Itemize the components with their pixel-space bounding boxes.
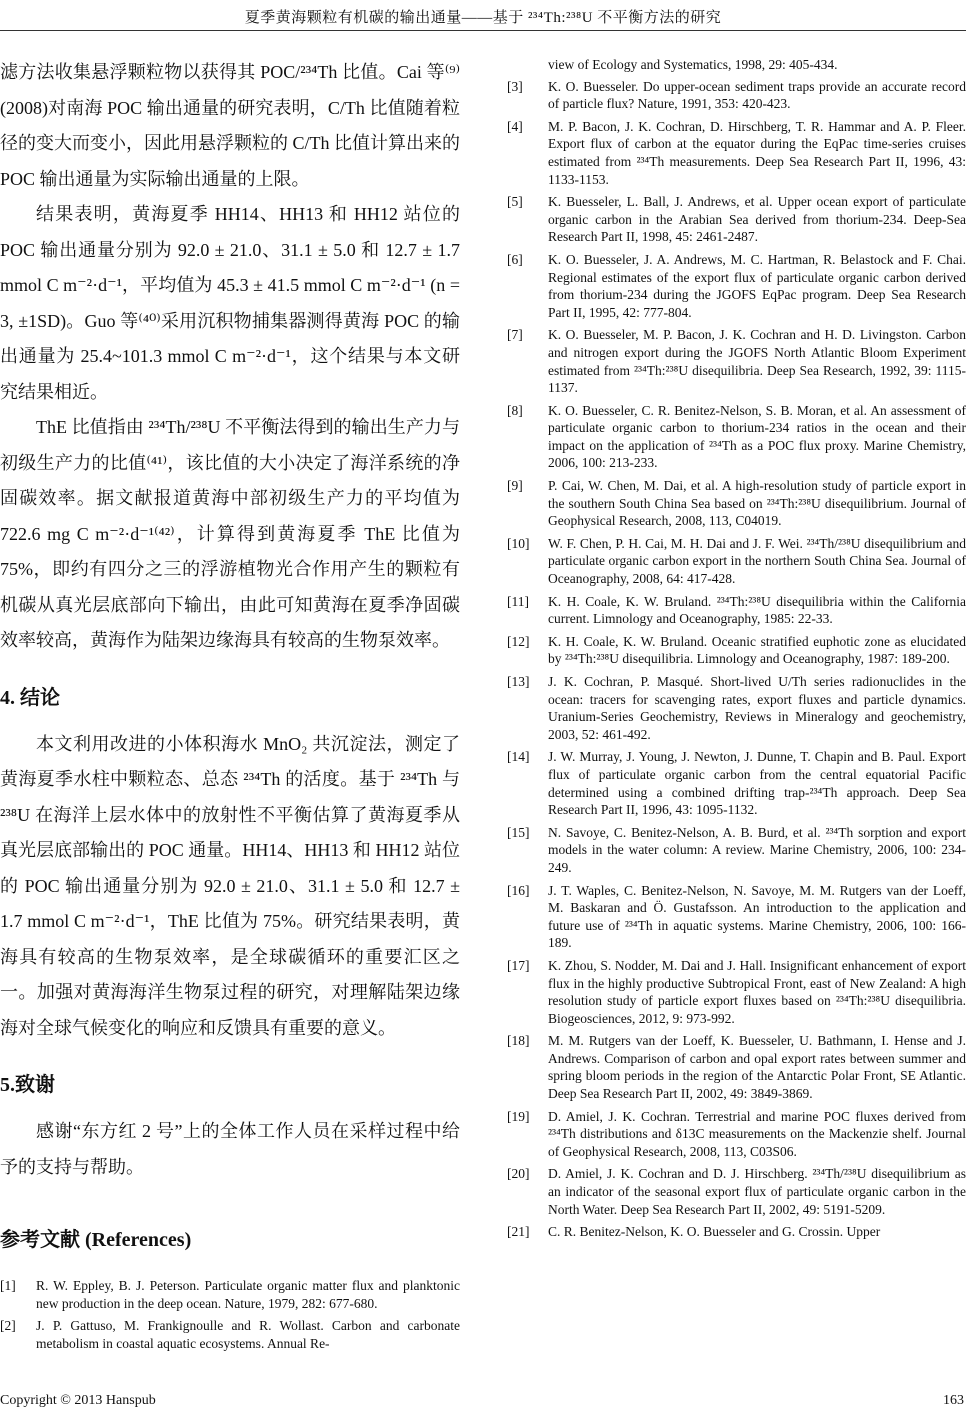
- section-heading-acknowledgement: 5.致谢: [0, 1074, 55, 1096]
- reference-number: [17]: [507, 957, 530, 973]
- reference-text: K. Buesseler, L. Ball, J. Andrews, et al. Upper ocean export of particulate organic carbon in the Arabian Sea derived from thorium-234. Deep-Sea Research Part II, 1998, 45: 2461-2487.: [548, 194, 966, 245]
- reference-number: [10]: [507, 535, 530, 551]
- reference-text: D. Amiel, J. K. Cochran and D. J. Hirschberg. ²³⁴Th/²³⁸U disequilibrium as an indicator of the seasonal export flux of particulate organic carbon in the North Water. Deep Sea Research Part II, 2002, 49: 5191-5209.: [548, 1166, 966, 1217]
- reference-number: [16]: [507, 882, 530, 898]
- section-heading-conclusion: 4. 结论: [0, 686, 60, 709]
- reference-number: [7]: [507, 327, 523, 343]
- reference-item: [507, 748, 966, 818]
- paragraph-conclusion: 本文利用改进的小体积海水 MnO₂ 共沉淀法，测定了黄海夏季水柱中颗粒态、总态 ²³⁴Th 的活度。基于 ²³⁴Th 与 ²³⁸U 在海洋上层水体中的放射性不平衡估算了黄海夏季从真光层底部输出的 POC 通量。HH14、HH13 和 HH12 站位的 POC 输出通量分别为 92.0 ± 21.0、31.1 ± 5.0 和 12.7 ± 1.7 mmol C m⁻²·d⁻¹，ThE 比值为 75%。研究结果表明，黄海具有较高的生物泵效率，是全球碳循环的重要汇区之一。加强对黄海海洋生物泵过程的研究，对理解陆架边缘海对全球气候变化的响应和反馈具有重要的意义。: [0, 733, 460, 1038]
- references-list-right: [507, 78, 966, 1241]
- reference-item: [507, 882, 966, 952]
- reference-item: [507, 193, 966, 246]
- references-heading: 参考文献 (References): [0, 1229, 192, 1251]
- reference-continuation: view of Ecology and Systematics, 1998, 29: 405-434.: [548, 57, 838, 72]
- paragraph-acknowledgement: 感谢“东方红 2 号”上的全体工作人员在采样过程中给予的支持与帮助。: [0, 1121, 460, 1177]
- reference-item: [507, 78, 966, 113]
- paragraph-poc-ratio: 滤方法收集悬浮颗粒物以获得其 POC/²³⁴Th 比值。Cai 等⁽⁹⁾(2008)对南海 POC 输出通量的研究表明，C/Th 比值随着粒径的变大而变小，因此用悬浮颗粒的 C/Th 比值计算出来的 POC 输出通量为实际输出通量的上限。: [0, 62, 460, 189]
- reference-item: [507, 1108, 966, 1161]
- reference-number: [21]: [507, 1224, 530, 1240]
- reference-text: M. M. Rutgers van der Loeff, K. Buesseler, U. Bathmann, I. Hense and J. Andrews. Comparison of carbon and opal export rates between summer and spring bloom periods in the region of the Antarctic Polar Front, SE Atlantic. Deep Sea Research Part II, 2002, 49: 3849-3869.: [548, 1033, 966, 1102]
- reference-item: [507, 118, 966, 188]
- reference-item: [507, 957, 966, 1027]
- reference-text: K. H. Coale, K. W. Bruland. ²³⁴Th:²³⁸U disequilibria within the California current. Limnology and Oceanography, 1985: 22-33.: [548, 593, 966, 627]
- reference-text: J. P. Gattuso, M. Frankignoulle and R. Wollast. Carbon and carbonate metabolism in coastal aquatic ecosystems. Annual Re-: [36, 1318, 460, 1351]
- reference-number: [12]: [507, 633, 530, 649]
- reference-text: J. T. Waples, C. Benitez-Nelson, N. Savoye, M. M. Rutgers van der Loeff, M. Baskaran and Ö. Gustafsson. An introduction to the application and future use of ²³⁴Th in aquatic systems. Marine Chemistry, 2006, 100: 166-189.: [548, 882, 966, 951]
- reference-item: [507, 593, 966, 628]
- left-column: [0, 55, 460, 1357]
- page-number: 163: [943, 1393, 964, 1408]
- paragraph-the-ratio: ThE 比值指由 ²³⁴Th/²³⁸U 不平衡法得到的输出生产力与初级生产力的比值⁽⁴¹⁾，该比值的大小决定了海洋系统的净固碳效率。据文献报道黄海中部初级生产力的平均值为 722.6 mg C m⁻²·d⁻¹⁽⁴²⁾，计算得到黄海夏季 ThE 比值为 75%，即约有四分之三的浮游植物光合作用产生的颗粒有机碳从真光层底部向下输出，由此可知黄海在夏季净固碳效率较高，黄海作为陆架边缘海具有较高的生物泵效率。: [0, 417, 460, 650]
- reference-number: [15]: [507, 824, 530, 840]
- reference-number: [5]: [507, 194, 523, 210]
- reference-item: [507, 251, 966, 321]
- reference-text: J. K. Cochran, P. Masqué. Short-lived U/Th series radionuclides in the ocean: tracers for scavenging rates, export fluxes and particle dynamics. Uranium-Series Geochemistry, Reviews in Mineralogy and geochemistry, 2003, 52: 461-492.: [548, 674, 966, 742]
- reference-text: K. Zhou, S. Nodder, M. Dai and J. Hall. Insignificant enhancement of export flux in the highly productive Subtropical Front, east of New Zealand: A high resolution study of particle export fluxes based on ²³⁴Th:²³⁸U disequilibria. Biogeosciences, 2012, 9: 973-992.: [548, 957, 966, 1026]
- reference-item: [507, 824, 966, 877]
- reference-number: [19]: [507, 1108, 530, 1124]
- right-column: [507, 56, 966, 1246]
- reference-text: J. W. Murray, J. Young, J. Newton, J. Dunne, T. Chapin and B. Paul. Export flux of particulate organic carbon from the central equatorial Pacific determined using a combined drifting trap-²³⁴Th approach. Deep Sea Research Part II, 1996, 43: 1095-1132.: [548, 749, 966, 818]
- reference-number: [18]: [507, 1033, 530, 1049]
- reference-number: [1]: [0, 1278, 16, 1293]
- reference-text: K. O. Buesseler. Do upper-ocean sediment traps provide an accurate record of particle flux? Nature, 1991, 353: 420-423.: [548, 78, 966, 112]
- header-rule: [0, 30, 966, 31]
- reference-item: [507, 1032, 966, 1102]
- reference-text: K. H. Coale, K. W. Bruland. Oceanic stratified euphotic zone as elucidated by ²³⁴Th:²³⁸U disequilibria. Limnology and Oceanography, 1987: 189-200.: [548, 633, 966, 667]
- reference-number: [6]: [507, 251, 523, 267]
- references-list-left: [0, 1277, 460, 1352]
- reference-item: [0, 1317, 460, 1352]
- reference-text: W. F. Chen, P. H. Cai, M. H. Dai and J. F. Wei. ²³⁴Th/²³⁸U disequilibrium and particulate organic carbon export in the northern South China Sea. Journal of Oceanography, 2008, 64: 417-428.: [548, 535, 966, 587]
- reference-number: [14]: [507, 749, 530, 765]
- reference-number: [3]: [507, 78, 523, 94]
- footer-copyright: Copyright © 2013 Hanspub: [0, 1393, 156, 1408]
- reference-text: N. Savoye, C. Benitez-Nelson, A. B. Burd, et al. ²³⁴Th sorption and export models in the water column: A review. Marine Chemistry, 2006, 100: 234-249.: [548, 824, 966, 875]
- reference-item: [507, 402, 966, 472]
- reference-text: R. W. Eppley, B. J. Peterson. Particulate organic matter flux and planktonic new production in the deep ocean. Nature, 1979, 282: 677-680.: [36, 1278, 460, 1311]
- reference-item: [507, 673, 966, 743]
- reference-number: [20]: [507, 1166, 530, 1182]
- running-header: 夏季黄海颗粒有机碳的输出通量——基于 ²³⁴Th:²³⁸U 不平衡方法的研究: [244, 10, 722, 26]
- paragraph-results: 结果表明，黄海夏季 HH14、HH13 和 HH12 站位的 POC 输出通量分别为 92.0 ± 21.0、31.1 ± 5.0 和 12.7 ± 1.7 mmol C m⁻²·d⁻¹，平均值为 45.3 ± 41.5 mmol C m⁻²·d⁻¹ (n = 3, ±1SD)。Guo 等⁽⁴⁰⁾采用沉积物捕集器测得黄海 POC 的输出通量为 25.4~101.3 mmol C m⁻²·d⁻¹，这个结果与本文研究结果相近。: [0, 204, 460, 402]
- reference-text: P. Cai, W. Chen, M. Dai, et al. A high-resolution study of particle export in the southern South China Sea based on ²³⁴Th:²³⁸U disequilibrium. Journal of Geophysical Research, 2008, 113, C04019.: [548, 478, 966, 529]
- reference-number: [4]: [507, 118, 523, 134]
- reference-text: K. O. Buesseler, M. P. Bacon, J. K. Cochran and H. D. Livingston. Carbon and nitrogen export during the JGOFS North Atlantic Bloom Experiment estimated from ²³⁴Th:²³⁸U disequilibria. Deep Sea Research, 1992, 39: 1115-1137.: [548, 327, 966, 396]
- reference-number: [2]: [0, 1318, 16, 1334]
- reference-text: K. O. Buesseler, C. R. Benitez-Nelson, S. B. Moran, et al. An assessment of particulate organic carbon to thorium-234 ratios in the ocean and their impact on the application of ²³⁴Th as a POC flux proxy. Marine Chemistry, 2006, 100: 213-233.: [548, 402, 966, 471]
- reference-item: [0, 1277, 460, 1312]
- reference-item: [507, 535, 966, 588]
- reference-text: K. O. Buesseler, J. A. Andrews, M. C. Hartman, R. Belastock and F. Chai. Regional estimates of the export flux of particulate organic carbon derived from thorium-234 during the JGOFS EqPac program. Deep Sea Research Part II, 1995, 42: 777-804.: [548, 251, 966, 320]
- reference-number: [9]: [507, 478, 523, 494]
- reference-item: [507, 326, 966, 396]
- reference-text: M. P. Bacon, J. K. Cochran, D. Hirschberg, T. R. Hammar and A. P. Fleer. Export flux of carbon at the equator during the EqPac time-series cruises estimated from ²³⁴Th measurements. Deep Sea Research Part II, 1996, 43: 1133-1153.: [548, 118, 966, 187]
- reference-item: [507, 477, 966, 530]
- reference-number: [8]: [507, 402, 523, 418]
- reference-text: C. R. Benitez-Nelson, K. O. Buesseler and G. Crossin. Upper: [548, 1224, 881, 1240]
- reference-item: [507, 1223, 966, 1241]
- reference-number: [13]: [507, 674, 530, 689]
- reference-number: [11]: [507, 593, 529, 609]
- reference-item: [507, 1165, 966, 1218]
- reference-item: [507, 633, 966, 668]
- reference-text: D. Amiel, J. K. Cochran. Terrestrial and marine POC fluxes derived from ²³⁴Th distributions and δ13C measurements on the Mackenzie shelf. Journal of Geophysical Research, 2008, 113, C03S06.: [548, 1108, 966, 1159]
